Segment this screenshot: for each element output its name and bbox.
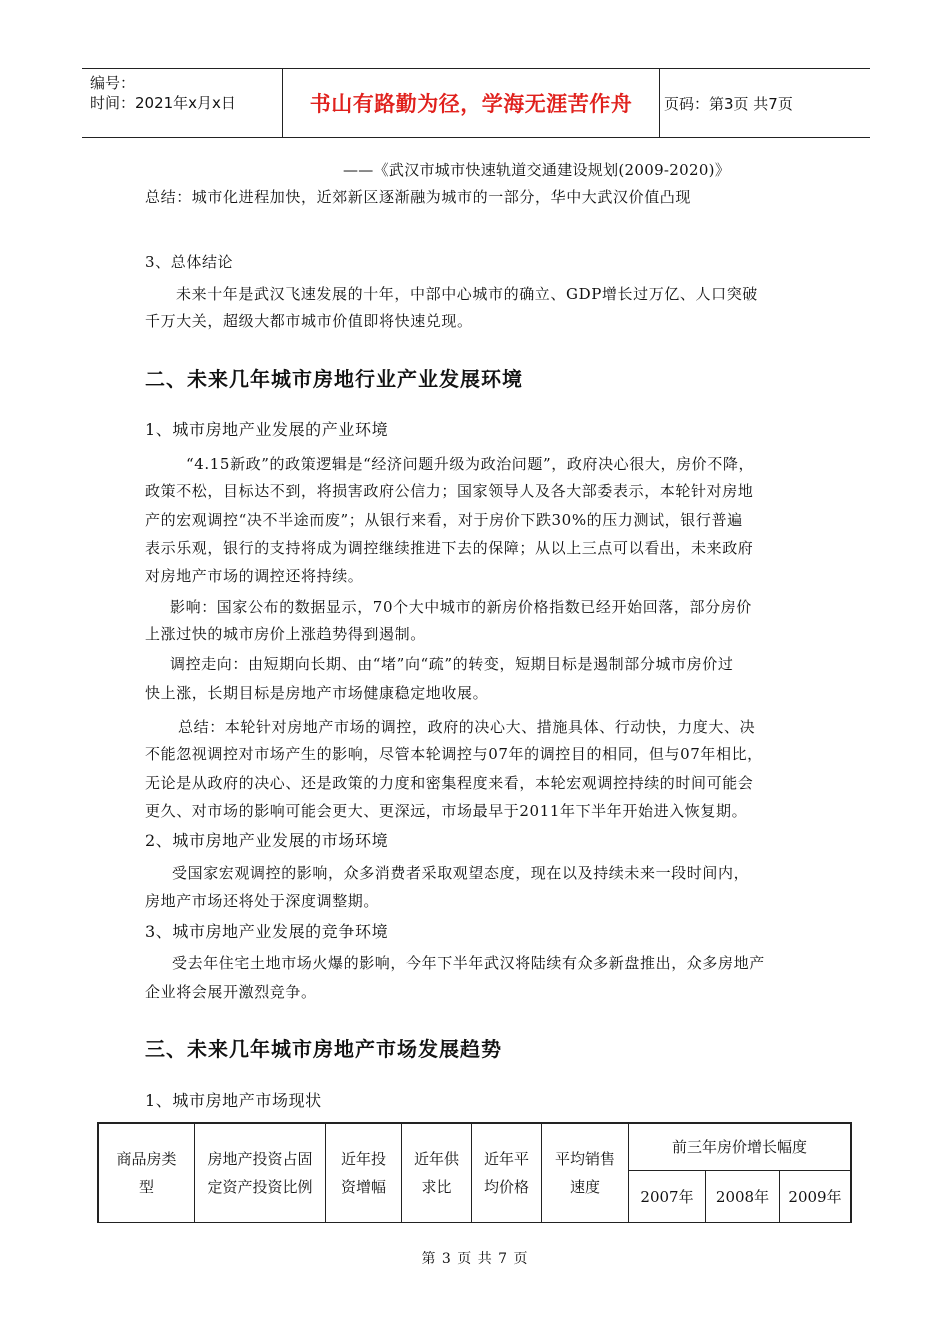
table-year-header: 2007年	[629, 1171, 706, 1223]
page-header	[82, 68, 870, 138]
paragraph-line: 受去年住宅土地市场火爆的影响，今年下半年武汉将陆续有众多新盘推出，众多房地产	[172, 954, 765, 972]
paragraph-line: 受国家宏观调控的影响，众多消费者采取观望态度，现在以及持续未来一段时间内，	[172, 864, 750, 882]
table-header-cell	[402, 1123, 472, 1223]
paragraph-line: 对房地产市场的调控还将持续。	[145, 567, 364, 585]
header-page-code: 页码：第3页 共7页	[664, 94, 793, 113]
header-motto: 书山有路勤为径，学海无涯苦作舟	[282, 69, 660, 137]
time-label: 时间：2021年x月x日	[90, 94, 236, 112]
paragraph-line: 上涨过快的城市房价上涨趋势得到遏制。	[145, 625, 426, 643]
header-meta	[82, 69, 282, 137]
paragraph-line: 表示乐观，银行的支持将成为调控继续推进下去的保障；从以上三点可以看出，未来政府	[145, 539, 754, 557]
paragraph-line: 政策不松，目标达不到，将损害政府公信力；国家领导人及各大部委表示，本轮针对房地	[145, 482, 754, 500]
header-text: 近年投	[340, 1150, 386, 1168]
serial-label: 编号：	[90, 74, 136, 92]
source-citation: ——《武汉市城市快速轨道交通建设规划(2009-2020)》	[343, 161, 731, 179]
paragraph-line: “4.15新政”的政策逻辑是“经济问题升级为政治问题”，政府决心很大，房价不降，	[186, 455, 755, 473]
paragraph-line: 快上涨，长期目标是房地产市场健康稳定地收展。	[145, 684, 489, 702]
table-header-cell	[542, 1123, 629, 1223]
paragraph-line: 不能忽视调控对市场产生的影响，尽管本轮调控与07年的调控目的相同，但与07年相比，	[145, 745, 763, 763]
header-text: 商品房类	[116, 1150, 177, 1168]
subsection-heading: 1、城市房地产业发展的产业环境	[145, 420, 389, 439]
conclusion-heading: 3、总体结论	[145, 253, 234, 271]
header-text: 均价格	[483, 1178, 529, 1196]
section-title: 三、未来几年城市房地产市场发展趋势	[145, 1037, 502, 1061]
paragraph-line: 千万大关，超级大都市城市价值即将快速兑现。	[145, 312, 473, 330]
market-status-table	[97, 1122, 852, 1223]
paragraph-line: 房地产市场还将处于深度调整期。	[145, 892, 380, 910]
subsection-heading: 3、城市房地产业发展的竞争环境	[145, 922, 389, 941]
paragraph-line: 产的宏观调控“决不半途而废”；从银行来看，对于房价下跌30%的压力测试，银行普遍	[145, 511, 743, 529]
paragraph-line: 企业将会展开激烈竞争。	[145, 983, 317, 1001]
header-text: 型	[138, 1178, 154, 1196]
paragraph-line: 更久、对市场的影响可能会更大、更深远，市场最早于2011年下半年开始进入恢复期。	[145, 802, 748, 820]
page-footer: 第 3 页 共 7 页	[421, 1251, 529, 1267]
section-title: 二、未来几年城市房地行业产业发展环境	[145, 367, 523, 391]
table-year-header: 2009年	[780, 1171, 852, 1223]
table-header-cell	[195, 1123, 326, 1223]
table-year-header: 2008年	[706, 1171, 780, 1223]
header-text: 近年平	[483, 1150, 529, 1168]
header-text: 近年供	[413, 1150, 459, 1168]
paragraph-line: 无论是从政府的决心、还是政策的力度和密集程度来看，本轮宏观调控持续的时间可能会	[145, 774, 754, 792]
header-text: 速度	[569, 1178, 600, 1196]
subsection-heading: 2、城市房地产业发展的市场环境	[145, 831, 389, 850]
table-group-header: 前三年房价增长幅度	[629, 1123, 852, 1171]
table-header-cell	[98, 1123, 195, 1223]
header-text: 求比	[421, 1178, 452, 1196]
header-text: 资增幅	[340, 1178, 386, 1196]
paragraph-line: 总结：本轮针对房地产市场的调控，政府的决心大、措施具体、行动快，力度大、决	[178, 718, 756, 736]
intro-summary: 总结：城市化进程加快，近郊新区逐渐融为城市的一部分，华中大武汉价值凸现	[145, 188, 692, 206]
header-text: 定资产投资比例	[207, 1178, 313, 1196]
subsection-heading: 1、城市房地产市场现状	[145, 1091, 322, 1110]
table-header-cell	[472, 1123, 542, 1223]
paragraph-line: 未来十年是武汉飞速发展的十年，中部中心城市的确立、GDP增长过万亿、人口突破	[176, 285, 758, 303]
paragraph-line: 调控走向：由短期向长期、由“堵”向“疏”的转变，短期目标是遏制部分城市房价过	[170, 655, 734, 673]
header-text: 平均销售	[554, 1150, 615, 1168]
table-header-cell	[326, 1123, 402, 1223]
header-text: 房地产投资占固	[207, 1150, 313, 1168]
paragraph-line: 影响：国家公布的数据显示，70个大中城市的新房价格指数已经开始回落，部分房价	[170, 598, 752, 616]
